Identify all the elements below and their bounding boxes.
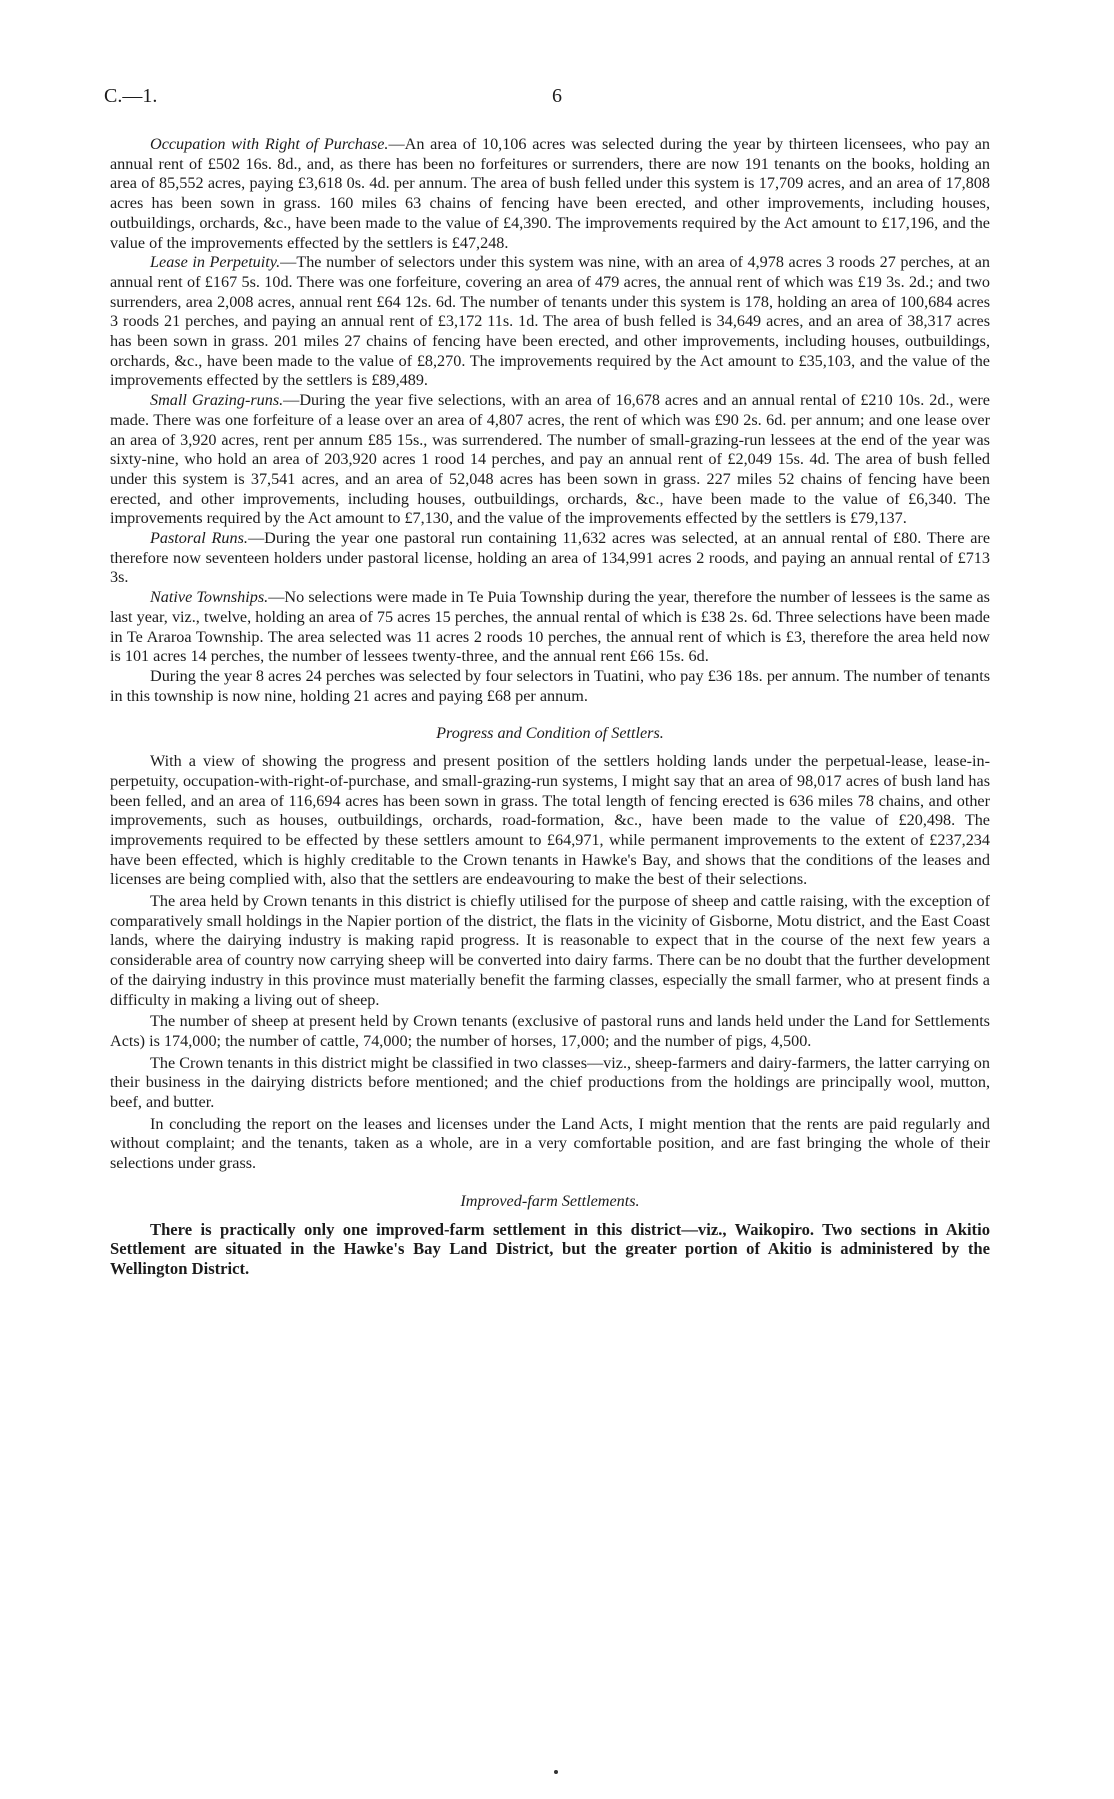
improved-farm-block: [110, 1220, 990, 1279]
text-small-grazing-runs: —During the year five selections, with an area of 16,678 acres and an annual rental of £210 10s. 2d., were made. There was one forfeiture of a lease over an area of 4,807 acres, the rent of which was £90 2s. 6d. per annum; and one lease over an area of 3,920 acres, rent per annum £85 15s., was surrendered. The number of small-grazing-run lessees at the end of the year was sixty-nine, who hold an area of 203,920 acres 1 rood 14 perches, and pay an annual rent of £2,049 15s. 4d. The area of bush felled under this system is 37,541 acres, and an area of 52,048 acres has been sown in grass. 227 miles 52 chains of fencing have been erected, and other improvements, including houses, outbuildings, orchards, &c., have been made to the value of £6,340. The improvements required by the Act amount to £7,130, and the value of the improvements effected by the settlers is £79,137.: [110, 391, 990, 528]
text-occupation: —An area of 10,106 acres was selected during the year by thirteen licensees, who pay an annual rent of £502 16s. 8d., and, as there has been no forfeitures or surrenders, there are now 191 tenants on the books, holding an area of 85,552 acres, paying £3,618 0s. 4d. per annum. The area of bush felled under this system is 17,709 acres, and an area of 17,808 acres has been sown in grass. 160 miles 63 chains of fencing have been erected, and other improvements, including houses, outbuildings, orchards, &c., have been made to the value of £4,390. The improvements required by the Act amount to £17,196, and the value of the improvements effected by the settlers is £47,248.: [110, 135, 990, 252]
text-lease-in-perpetuity: —The number of selectors under this system was nine, with an area of 4,978 acres 3 roods 27 perches, at an annual rent of £167 5s. 10d. There was one forfeiture, covering an area of 479 acres, the annual rent of which was £19 3s. 2d.; and two surrenders, area 2,008 acres, annual rent £64 12s. 6d. The number of tenants under this system is 178, holding an area of 100,684 acres 3 roods 21 perches, and paying an annual rent of £3,172 11s. 1d. The area of bush felled is 34,649 acres, and an area of 38,317 acres has been sown in grass. 201 miles 27 chains of fencing have been erected, and other improvements, including houses, outbuildings, orchards, &c., have been made to the value of £8,270. The improvements required by the Act amount to £35,103, and the value of the improvements effected by the settlers is £89,489.: [110, 253, 990, 390]
paragraph-native-townships: [110, 588, 990, 667]
paragraph-lease-in-perpetuity: [110, 253, 990, 391]
heading-pastoral-runs: Pastoral Runs.: [150, 529, 248, 548]
paragraph-improved-farm: There is practically only one improved-farm settlement in this district—viz., Waikopiro. Two sections in Akitio Settlement are situated in the Hawke's Bay Land District, but the greater portion of Akitio is administered by the Wellington District.: [110, 1219, 990, 1278]
paragraph-pastoral-runs: [110, 529, 990, 588]
print-dot-mark: [554, 1770, 558, 1774]
page-header: [104, 85, 984, 117]
text-native-townships: —No selections were made in Te Puia Township during the year, therefore the number of lessees is the same as last year, viz., twelve, holding an area of 75 acres 15 perches, the annual rental of which is £38 2s. 6d. Three selections have been made in Te Araroa Township. The area selected was 11 acres 2 roods 10 perches, the annual rent of which is £3, therefore the area held now is 101 acres 14 perches, the number of lessees twenty-three, and the annual rent £66 15s. 6d.: [110, 588, 990, 666]
heading-lease-in-perpetuity: Lease in Perpetuity.: [150, 253, 281, 272]
paragraph-progress-4: The Crown tenants in this district might be classified in two classes—viz., sheep-farmers and dairy-farmers, the latter carrying on their business in the dairying districts before mentioned; and the chief productions from the holdings are principally wool, mutton, beef, and butter.: [110, 1053, 990, 1112]
page-number: 6: [552, 85, 562, 107]
paragraph-progress-2: The area held by Crown tenants in this district is chiefly utilised for the purpose of sheep and cattle raising, with the exception of comparatively small holdings in the Napier portion of the district, the flats in the vicinity of Gisborne, Motu district, and the East Coast lands, where the dairying industry is making rapid progress. It is reasonable to expect that in the course of the next few years a considerable area of country now carrying sheep will be converted into dairy farms. There can be no doubt that the further development of the dairying industry in this province must materially benefit the farming classes, especially the small farmer, who at present finds a difficulty in making a living out of sheep.: [110, 892, 990, 1009]
heading-small-grazing-runs: Small Grazing-runs.: [150, 391, 284, 410]
paragraph-small-grazing-runs: [110, 391, 990, 529]
section-title-progress: Progress and Condition of Settlers.: [436, 724, 664, 743]
heading-occupation: Occupation with Right of Purchase.: [150, 135, 389, 153]
heading-native-townships: Native Townships.: [150, 588, 269, 607]
paragraph-occupation: [110, 135, 990, 253]
paragraph-progress-3: The number of sheep at present held by Crown tenants (exclusive of pastoral runs and lands held under the Land for Settlements Acts) is 174,000; the number of cattle, 74,000; the number of horses, 17,000; and the number of pigs, 4,500.: [110, 1012, 990, 1050]
section-title-improved-farm: Improved-farm Settlements.: [460, 1191, 640, 1210]
paragraph-progress-5: In concluding the report on the leases and licenses under the Land Acts, I might mention that the rents are paid regularly and without complaint; and the tenants, taken as a whole, are in a very comfortable position, and are fast bringing the whole of their selections under grass.: [110, 1114, 990, 1173]
document-reference: C.—1.: [104, 85, 158, 107]
document-body: [110, 135, 990, 1279]
text-pastoral-runs: —During the year one pastoral run containing 11,632 acres was selected, at an annual rental of £80. There are therefore now seventeen holders under pastoral license, holding an area of 134,991 acres 2 roods, and paying an annual rental of £713 3s.: [110, 529, 991, 587]
paragraph-tuatini: During the year 8 acres 24 perches was selected by four selectors in Tuatini, who pay £36 18s. per annum. The number of tenants in this township is now nine, holding 21 acres and paying £68 per annum.: [110, 666, 990, 705]
paragraph-progress-1: With a view of showing the progress and present position of the settlers holding lands under the perpetual-lease, lease-in-perpetuity, occupation-with-right-of-purchase, and small-grazing-run systems, I might say that an area of 98,017 acres of bush land has been felled, and an area of 116,694 acres has been sown in grass. The total length of fencing erected is 636 miles 78 chains, and other improvements, such as houses, outbuildings, orchards, road-formation, &c., have been made to the value of £20,498. The improvements required to be effected by these settlers amount to £64,971, while permanent improvements to the extent of £237,234 have been effected, which is highly creditable to the Crown tenants in Hawke's Bay, and shows that the conditions of the leases and licenses are being complied with, also that the settlers are endeavouring to make the best of their selections.: [110, 752, 990, 889]
